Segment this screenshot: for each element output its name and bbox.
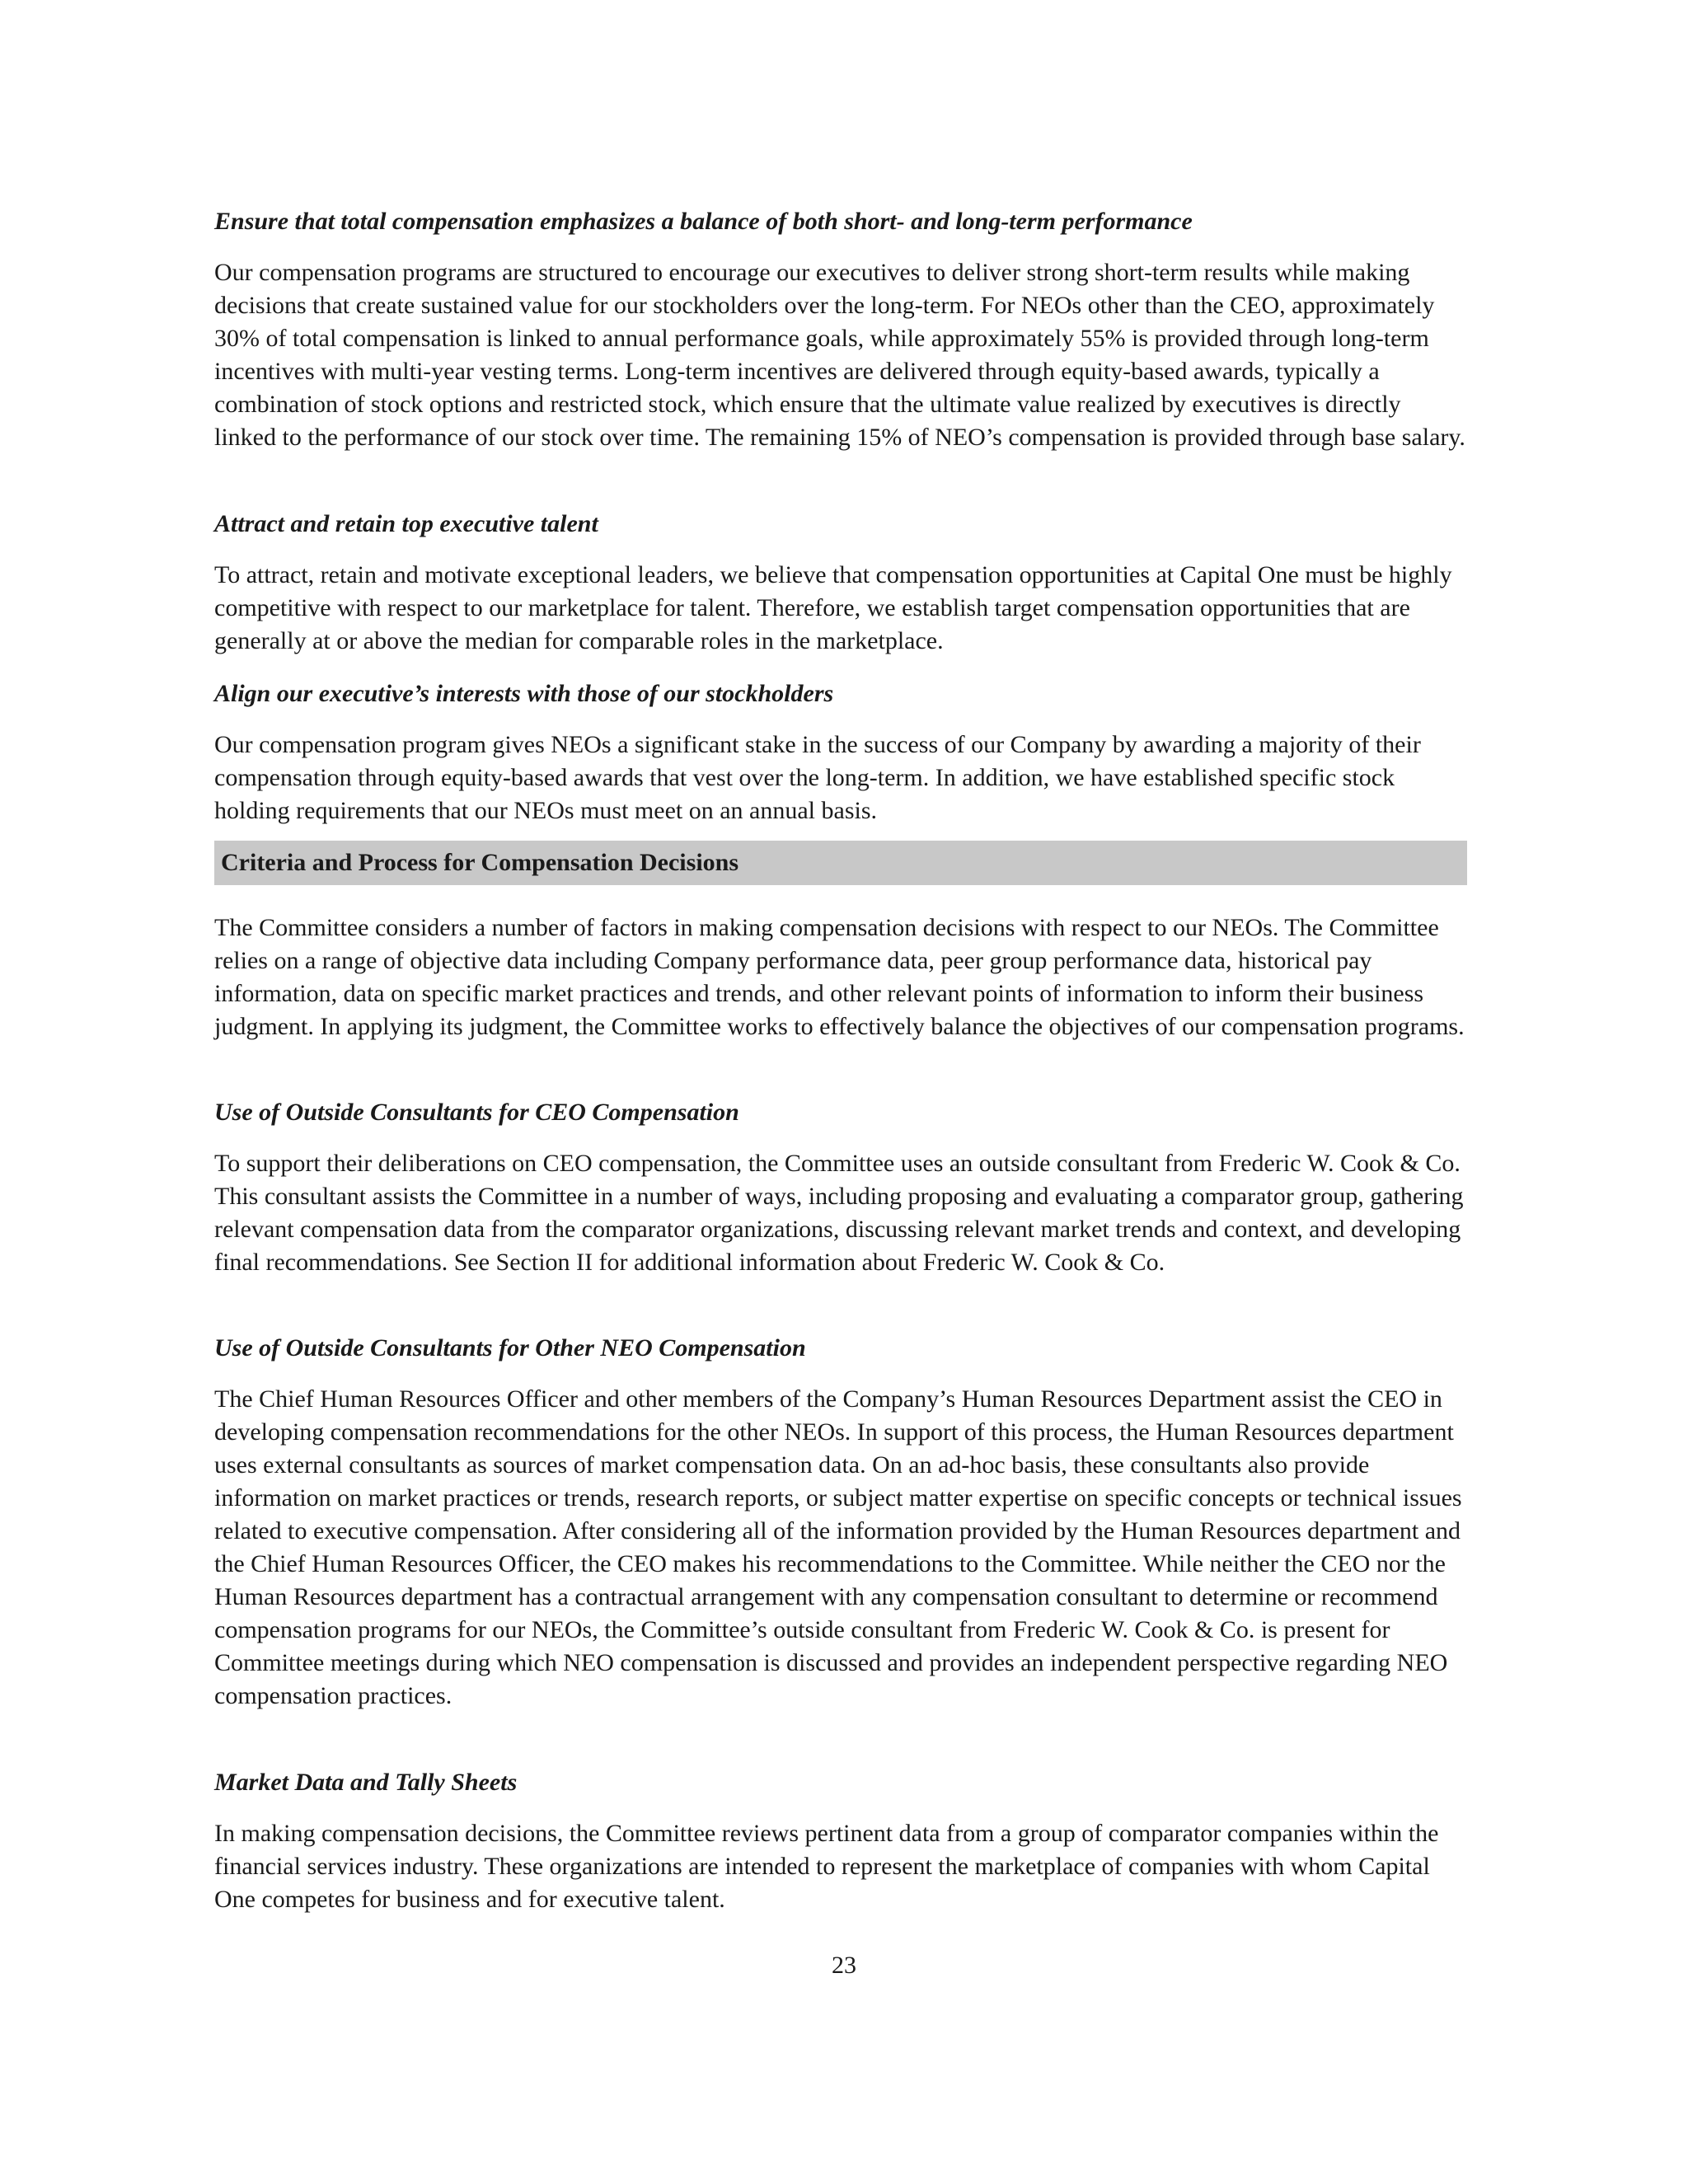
page-number: 23 [832,1952,856,1979]
section-align-interests [214,677,1467,827]
subsection-market-data [214,1766,1467,1916]
section-attract-retain [214,508,1467,658]
subsection-heading: Use of Outside Consultants for Other NEO Compensation [214,1334,806,1361]
section-body: Our compensation program gives NEOs a significant stake in the success of our Company by awarding a majority of their compensation through equity-based awards that vest over the long-term. In addition, we have established specific stock holding requirements that our NEOs must meet on an annual basis. [214,731,1421,824]
section-heading: Ensure that total compensation emphasizes a balance of both short- and long-term performance [214,208,1193,235]
criteria-section-bar [214,841,1467,885]
subsection-body: The Chief Human Resources Officer and other members of the Company’s Human Resources Department assist the CEO in developing compensation recommendations for the other NEOs. In support of this process, the Human Resources department uses external consultants as sources of market compensation data. On an ad-hoc basis, these consultants also provide information on market practices or trends, research reports, or subject matter expertise on specific concepts or technical issues related to executive compensation. After considering all of the information provided by the Human Resources department and the Chief Human Resources Officer, the CEO makes his recommendations to the Committee. While neither the CEO nor the Human Resources department has a contractual arrangement with any compensation consultant to determine or recommend compensation programs for our NEOs, the Committee’s outside consultant from Frederic W. Cook & Co. is present for Committee meetings during which NEO compensation is discussed and provides an independent perspective regarding NEO compensation practices. [214,1385,1462,1709]
criteria-section-title: Criteria and Process for Compensation Decisions [221,849,739,876]
subsection-heading: Use of Outside Consultants for CEO Compensation [214,1099,739,1126]
criteria-intro-text: The Committee considers a number of factors in making compensation decisions with respect to our NEOs. The Committee relies on a range of objective data including Company performance data, peer group performance data, historical pay information, data on specific market practices and trends, and other relevant points of information to inform their business judgment. In applying its judgment, the Committee works to effectively balance the objectives of our compensation programs. [214,914,1465,1040]
section-heading: Attract and retain top executive talent [214,510,598,537]
subsection-ceo-consultants [214,1096,1467,1279]
section-body: Our compensation programs are structured to encourage our executives to deliver strong short-term results while making decisions that create sustained value for our stockholders over the long-term. For NEOs other than the CEO, approximately 30% of total compensation is linked to annual performance goals, while approximately 55% is provided through long-term incentives with multi-year vesting terms. Long-term incentives are delivered through equity-based awards, typically a combination of stock options and restricted stock, which ensure that the ultimate value realized by executives is directly linked to the performance of our stock over time. The remaining 15% of NEO’s compensation is provided through base salary. [214,259,1465,451]
subsection-other-neo-consultants [214,1332,1467,1713]
section-ensure-balance [214,205,1467,454]
subsection-body: To support their deliberations on CEO compensation, the Committee uses an outside consultant from Frederic W. Cook & Co. This consultant assists the Committee in a number of ways, including proposing and evaluating a comparator group, gathering relevant compensation data from the comparator organizations, discussing relevant market trends and context, and developing final recommendations. See Section II for additional information about Frederic W. Cook & Co. [214,1150,1464,1276]
section-heading: Align our executive’s interests with those of our stockholders [214,680,834,707]
criteria-intro [214,912,1467,1043]
subsection-heading: Market Data and Tally Sheets [214,1769,518,1796]
section-body: To attract, retain and motivate exceptional leaders, we believe that compensation opportunities at Capital One must be highly competitive with respect to our marketplace for talent. Therefore, we establish target compensation opportunities that are generally at or above the median for comparable roles in the marketplace. [214,561,1452,654]
subsection-body: In making compensation decisions, the Committee reviews pertinent data from a group of comparator companies within the financial services industry. These organizations are intended to represent the marketplace of companies with whom Capital One competes for business and for executive talent. [214,1820,1439,1913]
